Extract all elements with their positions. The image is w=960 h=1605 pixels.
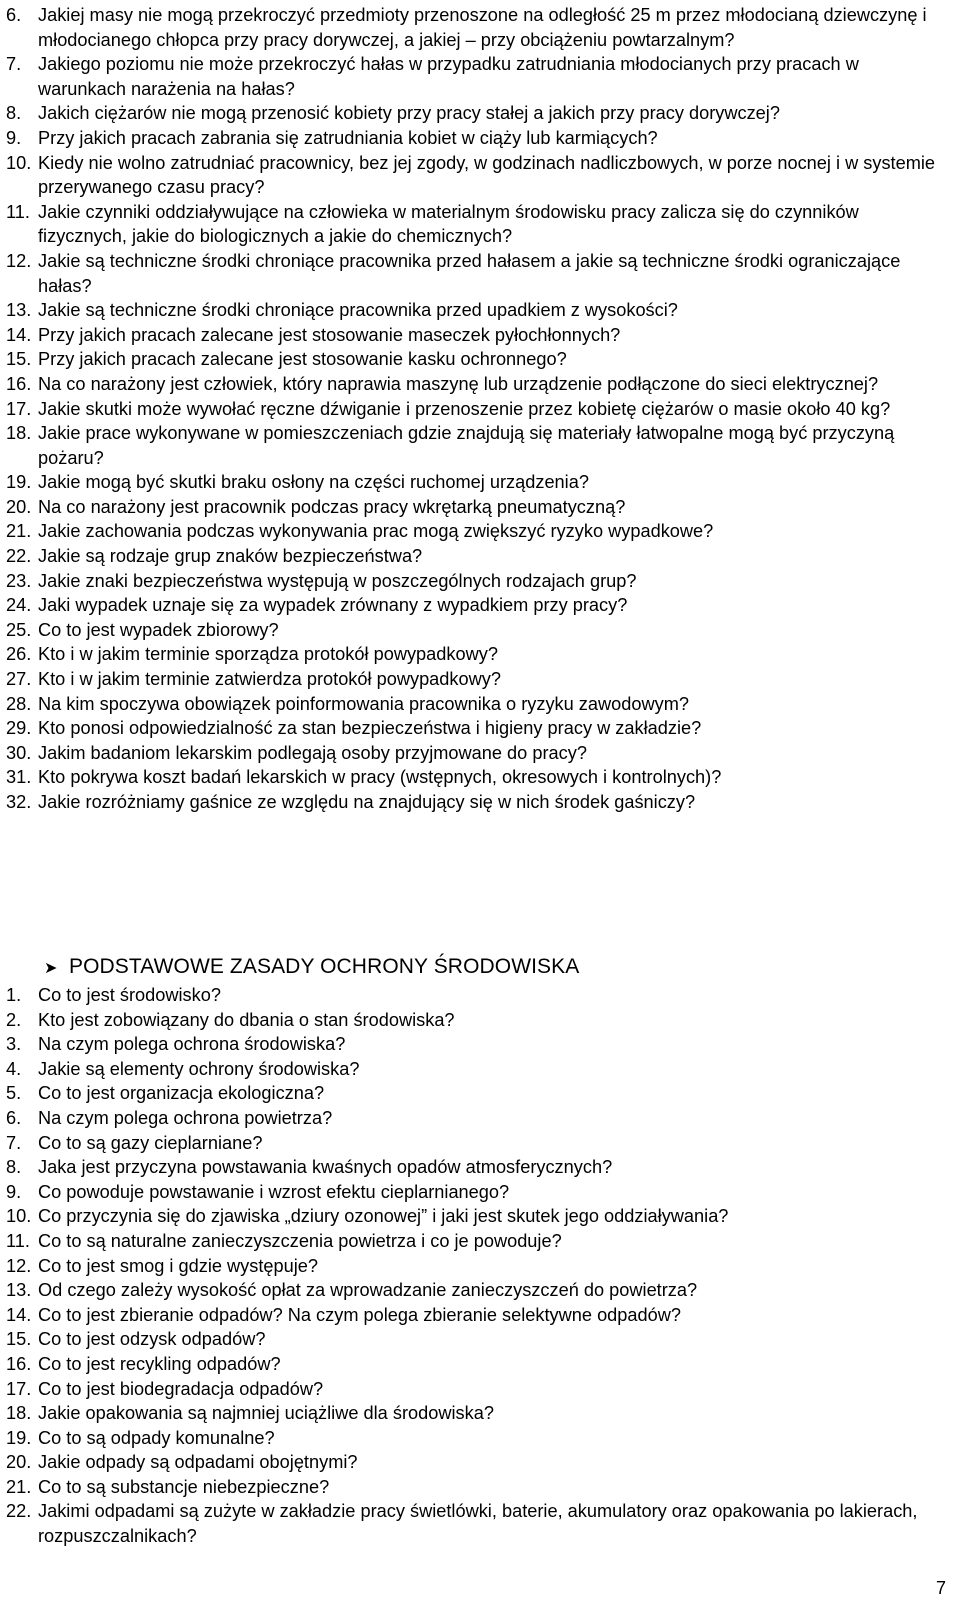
question-number: 16. <box>6 1353 32 1374</box>
question-number: 21. <box>6 1476 32 1497</box>
question-item <box>6 372 946 397</box>
question-number: 26. <box>6 644 32 665</box>
question-number: 31. <box>6 767 32 788</box>
question-text: Co to jest smog i gdzie występuje? <box>38 1255 319 1276</box>
question-item <box>6 298 946 323</box>
question-text: Na czym polega ochrona powietrza? <box>38 1107 333 1128</box>
question-text: Kiedy nie wolno zatrudniać pracownicy, bez jej zgody, w godzinach nadliczbowych, w porze nocnej i w systemie przerywanego czasu pracy? <box>38 152 936 198</box>
question-item <box>6 741 946 766</box>
section-heading <box>44 954 579 982</box>
question-item <box>6 642 946 667</box>
page-number: 7 <box>935 1578 946 1598</box>
question-text: Kto ponosi odpowiedzialność za stan bezpieczeństwa i higieny pracy w zakładzie? <box>38 718 702 739</box>
question-number: 17. <box>6 1378 32 1399</box>
question-number: 27. <box>6 669 32 690</box>
question-text: Jakie prace wykonywane w pomieszczeniach gdzie znajdują się materiały łatwopalne mogą być przyczyną pożaru? <box>38 423 895 468</box>
question-item <box>6 421 946 470</box>
question-text: Jakie odpady są odpadami obojętnymi? <box>38 1452 358 1473</box>
question-number: 7. <box>6 1132 22 1153</box>
question-text: Co to jest recykling odpadów? <box>38 1353 281 1374</box>
question-text: Co to jest organizacja ekologiczna? <box>38 1083 325 1104</box>
question-text: Co to są odpady komunalne? <box>38 1427 275 1448</box>
question-text: Jaka jest przyczyna powstawania kwaśnych opadów atmosferycznych? <box>38 1157 613 1178</box>
question-item <box>6 1008 946 1033</box>
question-item <box>6 790 946 815</box>
question-text: Przy jakich pracach zalecane jest stosowanie maseczek pyłochłonnych? <box>38 324 621 345</box>
question-text: Na czym polega ochrona środowiska? <box>38 1034 346 1055</box>
question-text: Jakie znaki bezpieczeństwa występują w poszczególnych rodzajach grup? <box>38 570 637 591</box>
question-number: 13. <box>6 300 32 321</box>
question-item <box>6 544 946 569</box>
question-text: Kto jest zobowiązany do dbania o stan środowiska? <box>38 1009 455 1030</box>
question-number: 8. <box>6 1157 22 1178</box>
question-text: Przy jakich pracach zalecane jest stosowanie kasku ochronnego? <box>38 349 567 370</box>
question-number: 15. <box>6 1329 32 1350</box>
question-text: Jakie są rodzaje grup znaków bezpieczeństwa? <box>38 546 423 567</box>
question-text: Przy jakich pracach zabrania się zatrudniania kobiet w ciąży lub karmiących? <box>38 127 658 148</box>
question-number: 6. <box>6 1107 22 1128</box>
question-item <box>6 667 946 692</box>
arrow-bullet-icon: ➤ <box>44 960 58 977</box>
question-text: Kto i w jakim terminie sporządza protokół powypadkowy? <box>38 644 498 665</box>
question-number: 20. <box>6 1452 32 1473</box>
question-number: 14. <box>6 1304 32 1325</box>
question-item <box>6 1327 946 1352</box>
question-number: 10. <box>6 152 32 173</box>
question-text: Co to są substancje niebezpieczne? <box>38 1476 330 1497</box>
question-text: Jakim badaniom lekarskim podlegają osoby przyjmowane do pracy? <box>38 742 587 763</box>
question-number: 30. <box>6 742 32 763</box>
question-number: 12. <box>6 250 32 271</box>
question-number: 22. <box>6 546 32 567</box>
question-item <box>6 1377 946 1402</box>
question-item <box>6 249 946 298</box>
question-text: Co to są naturalne zanieczyszczenia powietrza i co je powoduje? <box>38 1230 562 1251</box>
question-text: Jakie są elementy ochrony środowiska? <box>38 1058 360 1079</box>
question-item <box>6 593 946 618</box>
question-item <box>6 716 946 741</box>
question-text: Co to jest zbieranie odpadów? Na czym polega zbieranie selektywne odpadów? <box>38 1304 682 1325</box>
question-item <box>6 1229 946 1254</box>
question-text: Jaki wypadek uznaje się za wypadek zrównany z wypadkiem przy pracy? <box>38 595 628 616</box>
question-list-bhp <box>6 3 946 815</box>
question-item <box>6 1204 946 1229</box>
question-number: 18. <box>6 1403 32 1424</box>
question-number: 12. <box>6 1255 32 1276</box>
question-number: 10. <box>6 1206 32 1227</box>
question-number: 20. <box>6 496 32 517</box>
question-item <box>6 983 946 1008</box>
question-number: 6. <box>6 5 22 25</box>
question-number: 29. <box>6 718 32 739</box>
question-number: 25. <box>6 619 32 640</box>
question-item <box>6 1499 946 1548</box>
question-item <box>6 347 946 372</box>
question-number: 17. <box>6 398 32 419</box>
question-number: 15. <box>6 349 32 370</box>
question-item <box>6 1057 946 1082</box>
question-item <box>6 692 946 717</box>
question-number: 9. <box>6 1181 22 1202</box>
question-text: Jakie skutki może wywołać ręczne dźwiganie i przenoszenie przez kobietę ciężarów o masie około 40 kg? <box>38 398 891 419</box>
question-number: 28. <box>6 693 32 714</box>
question-number: 14. <box>6 324 32 345</box>
question-text: Jakie mogą być skutki braku osłony na części ruchomej urządzenia? <box>38 472 589 493</box>
question-number: 13. <box>6 1280 32 1301</box>
question-number: 22. <box>6 1501 32 1522</box>
question-text: Co przyczynia się do zjawiska „dziury ozonowej” i jaki jest skutek jego oddziaływania? <box>38 1206 729 1227</box>
question-number: 7. <box>6 54 22 75</box>
question-number: 19. <box>6 1427 32 1448</box>
question-item <box>6 3 946 52</box>
question-text: Kto pokrywa koszt badań lekarskich w pracy (wstępnych, okresowych i kontrolnych)? <box>38 767 722 788</box>
question-number: 4. <box>6 1058 22 1079</box>
question-number: 19. <box>6 472 32 493</box>
question-item <box>6 151 946 200</box>
question-text: Co to jest środowisko? <box>38 985 221 1005</box>
question-text: Jakich ciężarów nie mogą przenosić kobiety przy pracy stałej a jakich przy pracy dorywczej? <box>38 103 780 124</box>
question-text: Co powoduje powstawanie i wzrost efektu cieplarnianego? <box>38 1181 510 1202</box>
question-text: Na co narażony jest pracownik podczas pracy wkrętarką pneumatyczną? <box>38 496 626 517</box>
question-item <box>6 1475 946 1500</box>
question-text: Co to jest biodegradacja odpadów? <box>38 1378 324 1399</box>
question-text: Jakie czynniki oddziaływujące na człowieka w materialnym środowisku pracy zalicza się do czynników fizycznych, jakie do biologicznych a jakie do chemicznych? <box>38 201 859 247</box>
question-item <box>6 1303 946 1328</box>
question-text: Jakie zachowania podczas wykonywania prac mogą zwiększyć ryzyko wypadkowe? <box>38 521 714 542</box>
question-number: 32. <box>6 792 32 812</box>
question-text: Jakie opakowania są najmniej uciążliwe dla środowiska? <box>38 1403 494 1424</box>
question-number: 2. <box>6 1009 22 1030</box>
question-text: Jakiego poziomu nie może przekroczyć hałas w przypadku zatrudniania młodocianych przy pracach w warunkach narażenia na hałas? <box>38 54 859 99</box>
question-item <box>6 1180 946 1205</box>
question-number: 18. <box>6 423 32 444</box>
question-item <box>6 126 946 151</box>
question-item <box>6 397 946 422</box>
question-item <box>6 52 946 101</box>
question-text: Jakie rozróżniamy gaśnice ze względu na znajdujący się w nich środek gaśniczy? <box>38 792 696 812</box>
question-item <box>6 618 946 643</box>
question-item <box>6 1401 946 1426</box>
question-item <box>6 101 946 126</box>
question-text: Na kim spoczywa obowiązek poinformowania pracownika o ryzyku zawodowym? <box>38 693 689 714</box>
question-number: 5. <box>6 1083 22 1104</box>
question-text: Co to są gazy cieplarniane? <box>38 1132 263 1153</box>
question-number: 9. <box>6 127 22 148</box>
question-item <box>6 200 946 249</box>
question-number: 8. <box>6 103 22 124</box>
question-text: Od czego zależy wysokość opłat za wprowadzanie zanieczyszczeń do powietrza? <box>38 1280 698 1301</box>
question-text: Jakie są techniczne środki chroniące pracownika przed upadkiem z wysokości? <box>38 300 678 321</box>
question-number: 21. <box>6 521 32 542</box>
question-item <box>6 323 946 348</box>
question-item <box>6 1081 946 1106</box>
question-number: 3. <box>6 1034 22 1055</box>
question-text: Jakiej masy nie mogą przekroczyć przedmioty przenoszone na odległość 25 m przez młodocianą dziewczynę i młodocianego chłopca przy pracy dorywczej, a jakiej – przy obciążeniu powtarzalnym? <box>38 5 927 50</box>
question-item <box>6 765 946 790</box>
question-item <box>6 1106 946 1131</box>
question-number: 11. <box>6 1230 30 1251</box>
question-item <box>6 1426 946 1451</box>
question-item <box>6 569 946 594</box>
question-item <box>6 519 946 544</box>
question-text: Co to jest wypadek zbiorowy? <box>38 619 279 640</box>
question-text: Co to jest odzysk odpadów? <box>38 1329 266 1350</box>
question-text: Na co narażony jest człowiek, który naprawia maszynę lub urządzenie podłączone do sieci elektrycznej? <box>38 373 879 394</box>
section-heading-text: PODSTAWOWE ZASADY OCHRONY ŚRODOWISKA <box>69 955 580 978</box>
question-item <box>6 495 946 520</box>
question-number: 24. <box>6 595 32 616</box>
question-item <box>6 1131 946 1156</box>
question-item <box>6 1278 946 1303</box>
question-item <box>6 470 946 495</box>
question-list-environment <box>6 983 946 1549</box>
question-item <box>6 1155 946 1180</box>
question-text: Jakie są techniczne środki chroniące pracownika przed hałasem a jakie są techniczne środki ograniczające hałas? <box>38 250 901 296</box>
question-item <box>6 1254 946 1279</box>
question-number: 16. <box>6 373 32 394</box>
question-text: Jakimi odpadami są zużyte w zakładzie pracy świetlówki, baterie, akumulatory oraz opakowania po lakierach, rozpuszczalnikach? <box>38 1501 918 1547</box>
question-number: 23. <box>6 570 32 591</box>
question-item <box>6 1032 946 1057</box>
question-item <box>6 1352 946 1377</box>
question-text: Kto i w jakim terminie zatwierdza protokół powypadkowy? <box>38 669 501 690</box>
question-number: 11. <box>6 201 30 222</box>
question-item <box>6 1450 946 1475</box>
question-number: 1. <box>6 985 22 1005</box>
